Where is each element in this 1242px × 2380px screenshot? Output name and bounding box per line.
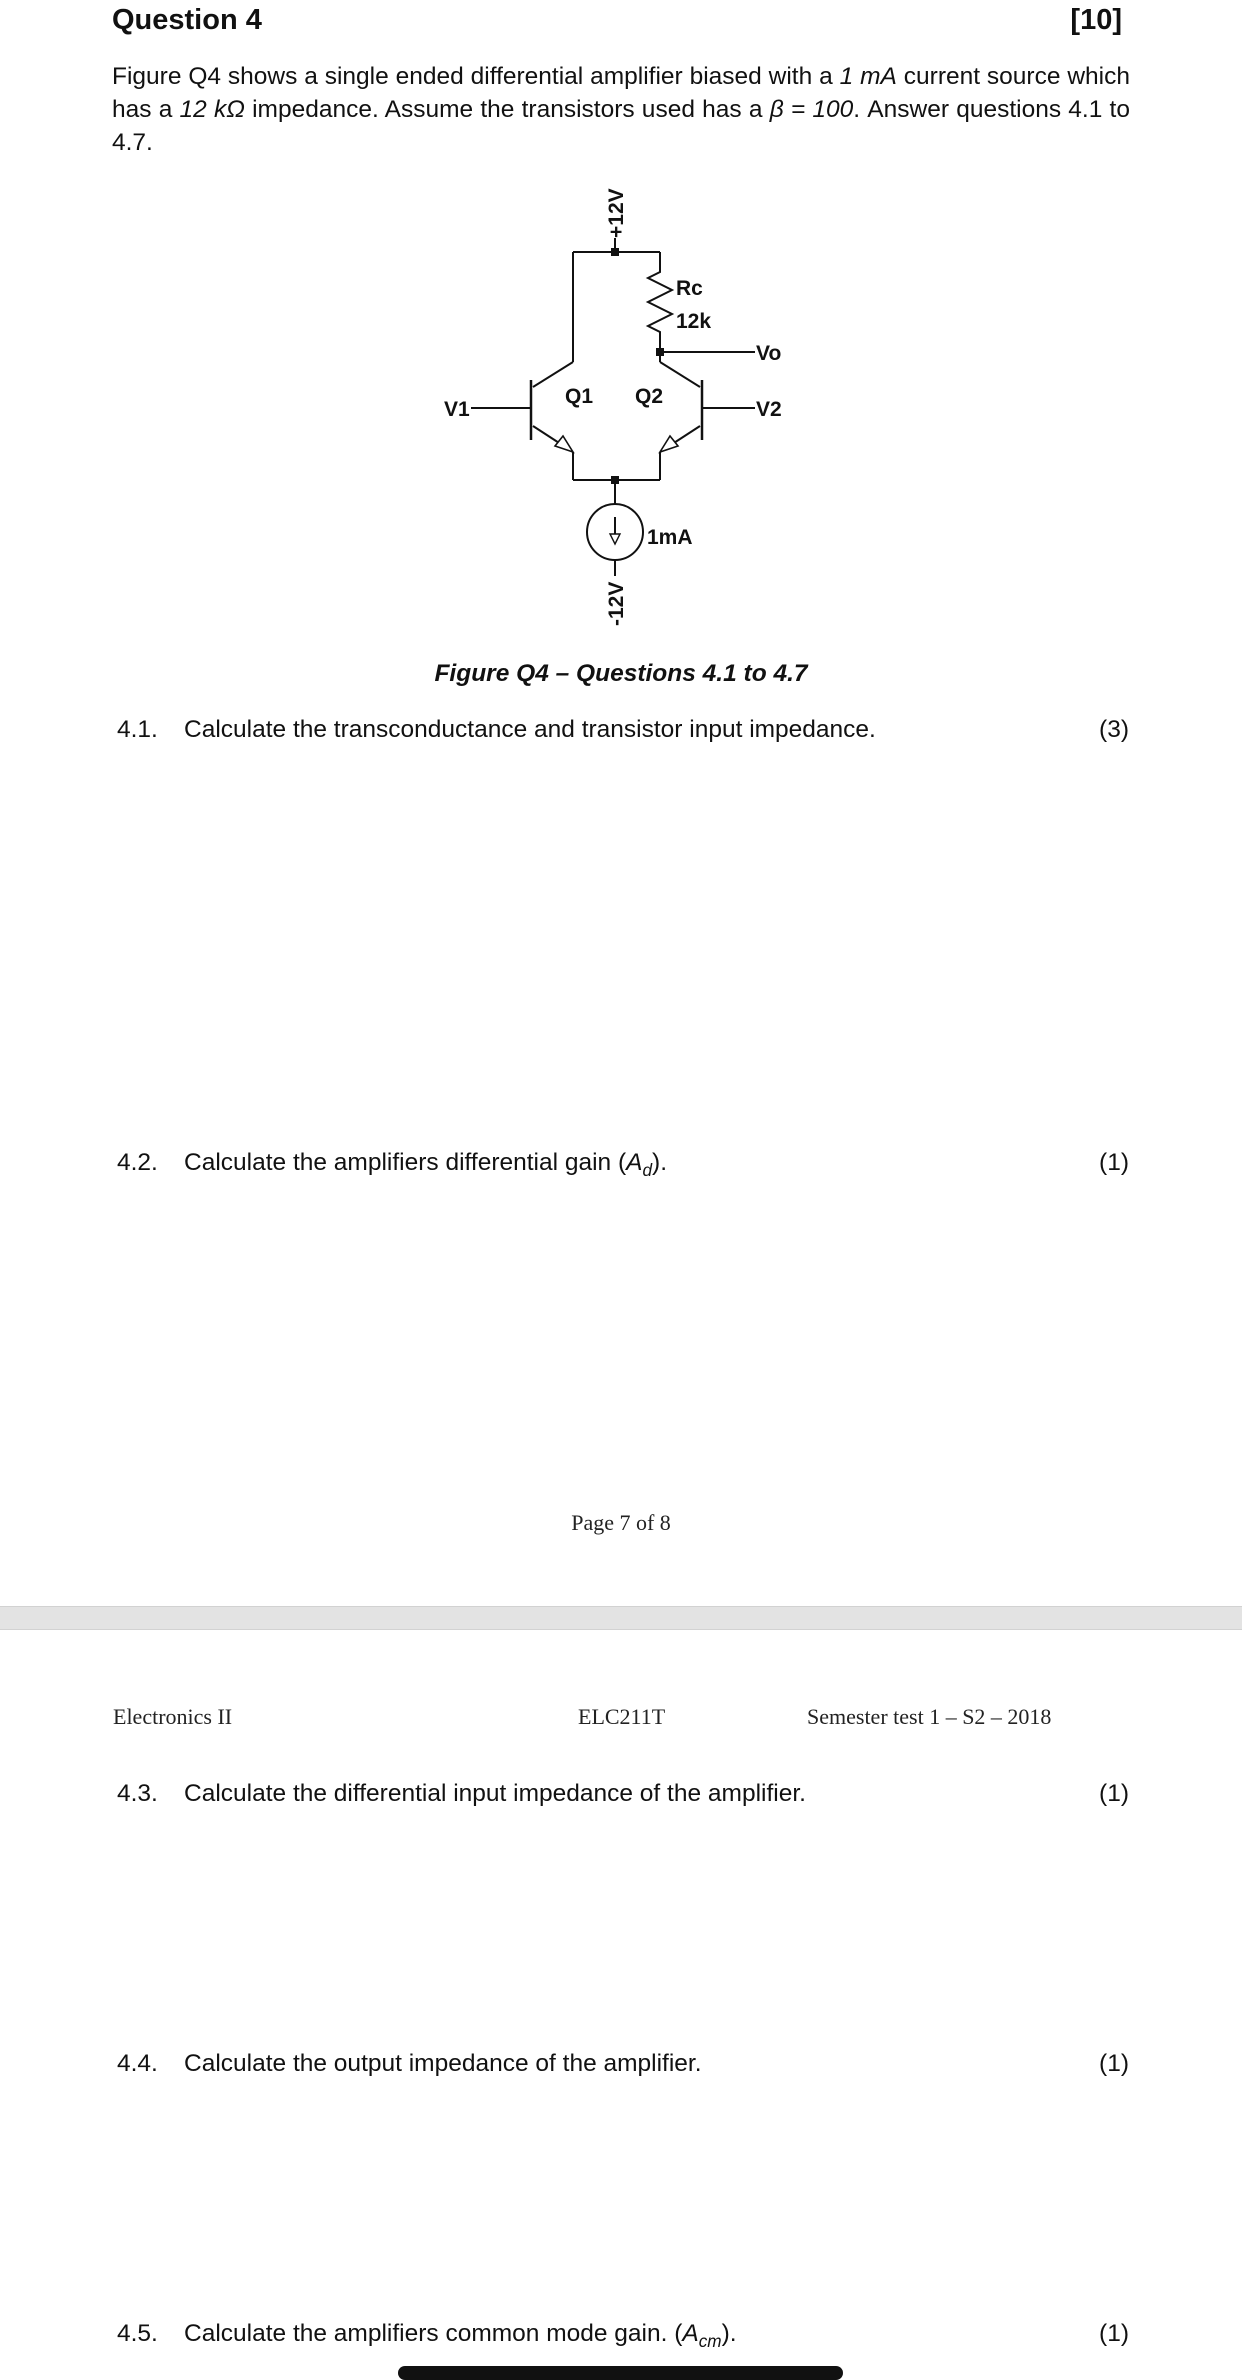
differential-amplifier-circuit: [0, 0, 1242, 650]
subquestion-marks: (1): [1099, 2050, 1129, 2077]
subquestion-number: 4.5.: [117, 2320, 158, 2347]
header-course: Electronics II: [113, 1704, 233, 1729]
subquestion-marks: (3): [1099, 716, 1129, 743]
q1-collector-lead: [533, 362, 573, 387]
subquestion-number: 4.4.: [117, 2050, 158, 2077]
q2-label: Q2: [635, 385, 664, 408]
vcc-node: [611, 248, 619, 256]
tail-node: [611, 476, 619, 484]
v1-label: V1: [444, 398, 470, 421]
rc-resistor: [648, 252, 672, 352]
subquestion-number: 4.1.: [117, 716, 158, 743]
current-source-label: 1mA: [647, 526, 693, 549]
subquestion-text: Calculate the amplifiers common mode gain. $(A_{cm})$.: [184, 2320, 737, 2351]
home-indicator[interactable]: [398, 2366, 843, 2380]
rc-value-label: 12k: [676, 310, 712, 333]
header-test: Semester test 1 – S2 – 2018: [807, 1704, 1052, 1729]
document-page-8: [0, 1630, 1242, 2376]
subquestion-number: 4.2.: [117, 1149, 158, 1176]
question-intro: Figure Q4 shows a single ended differential amplifier biased with a 1 mA current source which has a 12 kΩ impedance. Assume the transistors used has a β = 100. Answer questions 4.1 to 4.7.: [112, 63, 1130, 156]
subquestion-text: Calculate the amplifiers differential gain $(A_d)$.: [184, 1149, 667, 1180]
subquestion-text: Calculate the output impedance of the amplifier.: [184, 2050, 702, 2077]
beta-value: β = 100: [769, 96, 854, 123]
vcc-label: +12V: [605, 188, 628, 238]
q1-emitter-arrow: [555, 436, 573, 452]
vee-label: -12V: [605, 581, 628, 626]
current-value: 1 mA: [839, 63, 897, 90]
subquestion-marks: (1): [1099, 1149, 1129, 1176]
header-code: ELC211T: [578, 1704, 666, 1729]
subquestion-marks: (1): [1099, 2320, 1129, 2347]
question-total-marks: [10]: [1070, 4, 1122, 36]
q1-label: Q1: [565, 385, 594, 408]
figure-caption: Figure Q4 – Questions 4.1 to 4.7: [434, 660, 808, 687]
subquestion-number: 4.3.: [117, 1780, 158, 1807]
vo-node: [656, 348, 664, 356]
page-number: Page 7 of 8: [571, 1510, 671, 1535]
page-separator: [0, 1606, 1242, 1630]
vo-label: Vo: [756, 342, 782, 365]
v2-label: V2: [756, 398, 782, 421]
subquestion-text: Calculate the differential input impedance of the amplifier.: [184, 1780, 806, 1807]
q2-collector-lead: [660, 362, 700, 387]
subquestion-text: Calculate the transconductance and transistor input impedance.: [184, 716, 876, 743]
rc-name-label: Rc: [676, 277, 703, 300]
subquestion-marks: (1): [1099, 1780, 1129, 1807]
current-source-arrowhead: [610, 534, 620, 544]
q2-emitter-arrow: [660, 436, 678, 452]
question-title: Question 4: [112, 4, 262, 36]
impedance-value: 12 kΩ: [179, 96, 245, 123]
